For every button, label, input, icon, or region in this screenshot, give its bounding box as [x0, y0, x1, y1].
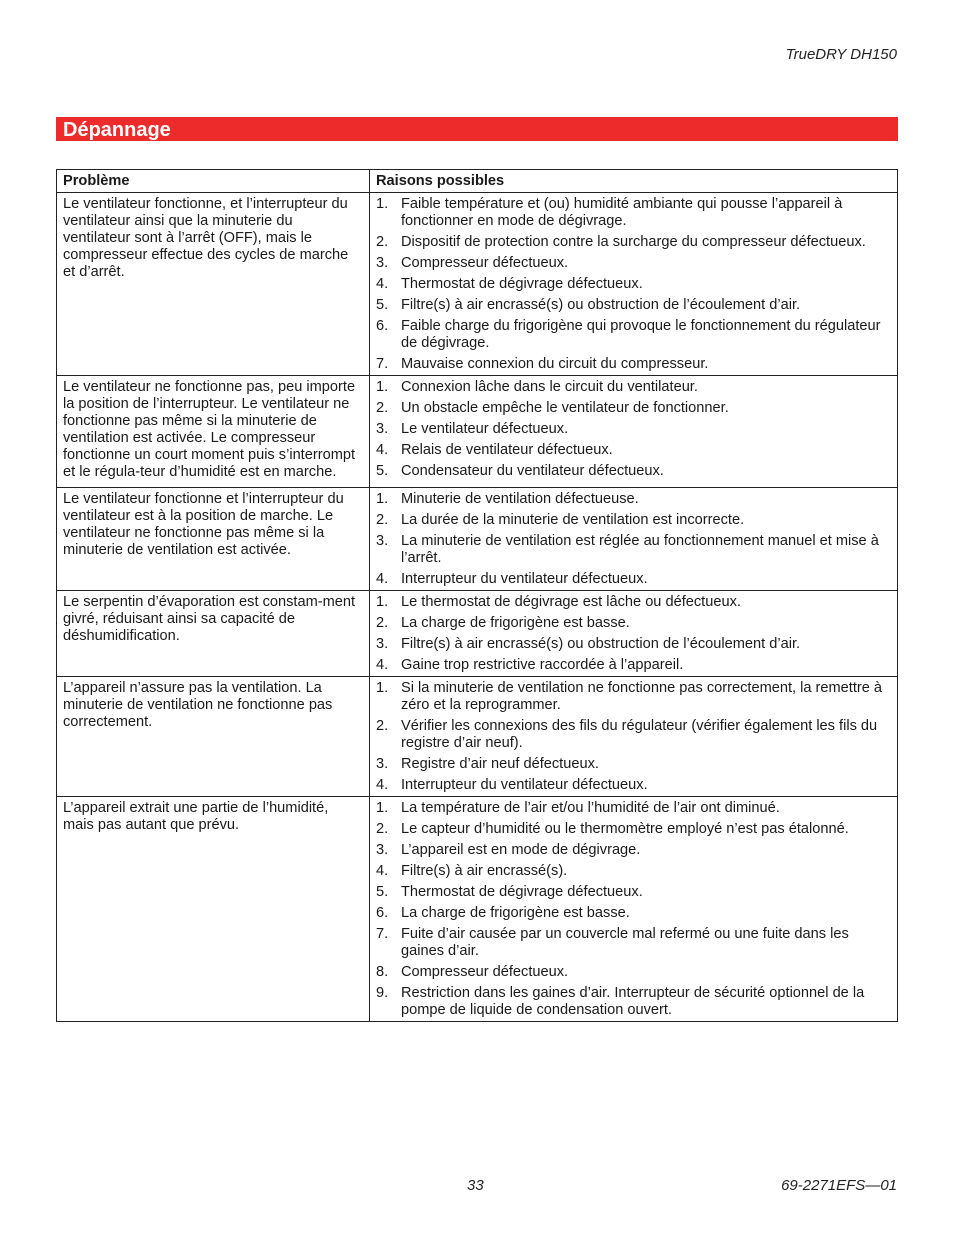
reason-number: 6. [376, 905, 389, 921]
reason-text: Interrupteur du ventilateur défectueux. [401, 777, 648, 793]
reasons-cell [370, 488, 898, 591]
reason-number: 2. [376, 512, 389, 528]
reason-list-item [376, 926, 891, 960]
reason-number: 4. [376, 777, 389, 793]
reason-number: 8. [376, 964, 389, 980]
reason-list-item [376, 985, 891, 1019]
reason-number: 4. [376, 657, 389, 673]
reason-list-item [376, 356, 891, 373]
reason-number: 2. [376, 821, 389, 837]
reason-list-item [376, 463, 891, 480]
reason-number: 7. [376, 356, 389, 372]
table-row [57, 591, 898, 677]
reason-text: Connexion lâche dans le circuit du ventilateur. [401, 379, 698, 395]
reason-number: 7. [376, 926, 389, 942]
reason-text: La température de l’air et/ou l’humidité de l’air ont diminué. [401, 800, 780, 816]
reason-text: Fuite d’air causée par un couvercle mal refermé ou une fuite dans les gaines d’air. [401, 926, 849, 959]
reason-number: 5. [376, 884, 389, 900]
reason-list-item [376, 442, 891, 459]
problem-cell: Le ventilateur fonctionne, et l’interrupteur du ventilateur ainsi que la minuterie du ventilateur sont à l’arrêt (OFF), mais le compresseur effectue des cycles de marche et d’arrêt. [57, 193, 370, 376]
troubleshooting-table [56, 169, 898, 1022]
reason-text: Gaine trop restrictive raccordée à l’appareil. [401, 657, 684, 673]
reason-number: 3. [376, 421, 389, 437]
reason-list-item [376, 777, 891, 794]
table-row [57, 376, 898, 488]
table-row [57, 488, 898, 591]
reason-text: Mauvaise connexion du circuit du compresseur. [401, 356, 709, 372]
reason-list-item [376, 718, 891, 752]
reason-text: Filtre(s) à air encrassé(s) ou obstruction de l’écoulement d’air. [401, 297, 801, 313]
reason-list-item [376, 821, 891, 838]
reason-text: Minuterie de ventilation défectueuse. [401, 491, 639, 507]
reason-text: Condensateur du ventilateur défectueux. [401, 463, 664, 479]
problem-cell: Le ventilateur ne fonctionne pas, peu importe la position de l’interrupteur. Le ventilateur ne fonctionne pas même si la minuterie de ventilation est activée. Le compresseur fonctionne un court moment puis s’interrompt et le régula-teur d’humidité est en marche. [57, 376, 370, 488]
reason-list-item [376, 680, 891, 714]
reason-number: 4. [376, 863, 389, 879]
reason-list-item [376, 533, 891, 567]
page-number: 33 [467, 1177, 484, 1194]
reason-text: Relais de ventilateur défectueux. [401, 442, 613, 458]
reason-list-item [376, 276, 891, 293]
table-row [57, 677, 898, 797]
problem-cell: Le ventilateur fonctionne et l’interrupteur du ventilateur est à la position de marche. Le ventilateur ne fonctionne pas même si la minuterie de ventilation est activée. [57, 488, 370, 591]
reason-list-item [376, 512, 891, 529]
section-title: Dépannage [63, 119, 171, 141]
reason-number: 4. [376, 442, 389, 458]
reason-number: 2. [376, 234, 389, 250]
reason-list-item [376, 379, 891, 396]
reason-text: Filtre(s) à air encrassé(s) ou obstruction de l’écoulement d’air. [401, 636, 801, 652]
reason-list-item [376, 615, 891, 632]
reasons-cell [370, 376, 898, 488]
reason-number: 5. [376, 297, 389, 313]
reason-number: 1. [376, 800, 389, 816]
reason-text: Filtre(s) à air encrassé(s). [401, 863, 568, 879]
reason-number: 9. [376, 985, 389, 1001]
reason-list-item [376, 800, 891, 817]
reason-number: 1. [376, 379, 389, 395]
reason-list-item [376, 571, 891, 588]
reason-text: Le ventilateur défectueux. [401, 421, 569, 437]
reason-list-item [376, 863, 891, 880]
reasons-cell [370, 797, 898, 1022]
reasons-cell [370, 193, 898, 376]
reason-list-item [376, 964, 891, 981]
reason-text: La charge de frigorigène est basse. [401, 615, 630, 631]
document-number: 69-2271EFS—01 [781, 1177, 897, 1194]
reason-text: Compresseur défectueux. [401, 255, 569, 271]
reason-number: 3. [376, 255, 389, 271]
reason-number: 2. [376, 718, 389, 734]
reason-number: 1. [376, 594, 389, 610]
reason-number: 1. [376, 491, 389, 507]
reason-text: Restriction dans les gaines d’air. Interrupteur de sécurité optionnel de la pompe de liquide de condensation ouvert. [401, 985, 865, 1018]
header-product-title: TrueDRY DH150 [785, 46, 897, 63]
reason-list-item [376, 255, 891, 272]
reason-text: La minuterie de ventilation est réglée au fonctionnement manuel et mise à l’arrêt. [401, 533, 879, 566]
reason-text: Le thermostat de dégivrage est lâche ou défectueux. [401, 594, 741, 610]
table-row [57, 797, 898, 1022]
reason-number: 3. [376, 756, 389, 772]
reason-number: 4. [376, 571, 389, 587]
reason-text: Thermostat de dégivrage défectueux. [401, 276, 643, 292]
reason-text: Registre d’air neuf défectueux. [401, 756, 599, 772]
reason-text: Interrupteur du ventilateur défectueux. [401, 571, 648, 587]
reason-text: La charge de frigorigène est basse. [401, 905, 630, 921]
reason-text: Le capteur d’humidité ou le thermomètre employé n’est pas étalonné. [401, 821, 849, 837]
reason-text: Dispositif de protection contre la surcharge du compresseur défectueux. [401, 234, 866, 250]
reason-text: Si la minuterie de ventilation ne fonctionne pas correctement, la remettre à zéro et la reprogrammer. [401, 680, 883, 713]
reason-number: 3. [376, 636, 389, 652]
reason-list-item [376, 636, 891, 653]
reason-number: 4. [376, 276, 389, 292]
reason-list-item [376, 318, 891, 352]
table-header-row [57, 170, 898, 193]
reason-text: Compresseur défectueux. [401, 964, 569, 980]
reason-text: L’appareil est en mode de dégivrage. [401, 842, 641, 858]
reason-number: 1. [376, 196, 389, 212]
section-header-bar [56, 117, 898, 141]
reason-text: La durée de la minuterie de ventilation est incorrecte. [401, 512, 745, 528]
reason-number: 3. [376, 533, 389, 549]
reason-text: Faible température et (ou) humidité ambiante qui pousse l’appareil à fonctionner en mode de dégivrage. [401, 196, 843, 229]
reason-list-item [376, 491, 891, 508]
problem-cell: Le serpentin d’évaporation est constam-ment givré, réduisant ainsi sa capacité de déshumidification. [57, 591, 370, 677]
reason-list-item [376, 594, 891, 611]
reason-list-item [376, 400, 891, 417]
reason-list-item [376, 842, 891, 859]
reason-number: 6. [376, 318, 389, 334]
column-header-reasons: Raisons possibles [370, 170, 898, 193]
reason-list-item [376, 756, 891, 773]
problem-cell: L’appareil extrait une partie de l’humidité, mais pas autant que prévu. [57, 797, 370, 1022]
reason-number: 5. [376, 463, 389, 479]
reason-number: 1. [376, 680, 389, 696]
table-row [57, 193, 898, 376]
reason-list-item [376, 234, 891, 251]
table-body [57, 193, 898, 1022]
reason-list-item [376, 884, 891, 901]
reason-text: Vérifier les connexions des fils du régulateur (vérifier également les fils du registre d’air neuf). [401, 718, 878, 751]
problem-cell: L’appareil n’assure pas la ventilation. La minuterie de ventilation ne fonctionne pas correctement. [57, 677, 370, 797]
reason-text: Thermostat de dégivrage défectueux. [401, 884, 643, 900]
reason-number: 2. [376, 615, 389, 631]
reasons-cell [370, 677, 898, 797]
reason-list-item [376, 905, 891, 922]
reasons-cell [370, 591, 898, 677]
reason-list-item [376, 421, 891, 438]
reason-number: 2. [376, 400, 389, 416]
column-header-problem: Problème [57, 170, 370, 193]
reason-text: Un obstacle empêche le ventilateur de fonctionner. [401, 400, 729, 416]
reason-list-item [376, 297, 891, 314]
reason-list-item [376, 196, 891, 230]
reason-list-item [376, 657, 891, 674]
reason-text: Faible charge du frigorigène qui provoque le fonctionnement du régulateur de dégivrage. [401, 318, 881, 351]
reason-number: 3. [376, 842, 389, 858]
